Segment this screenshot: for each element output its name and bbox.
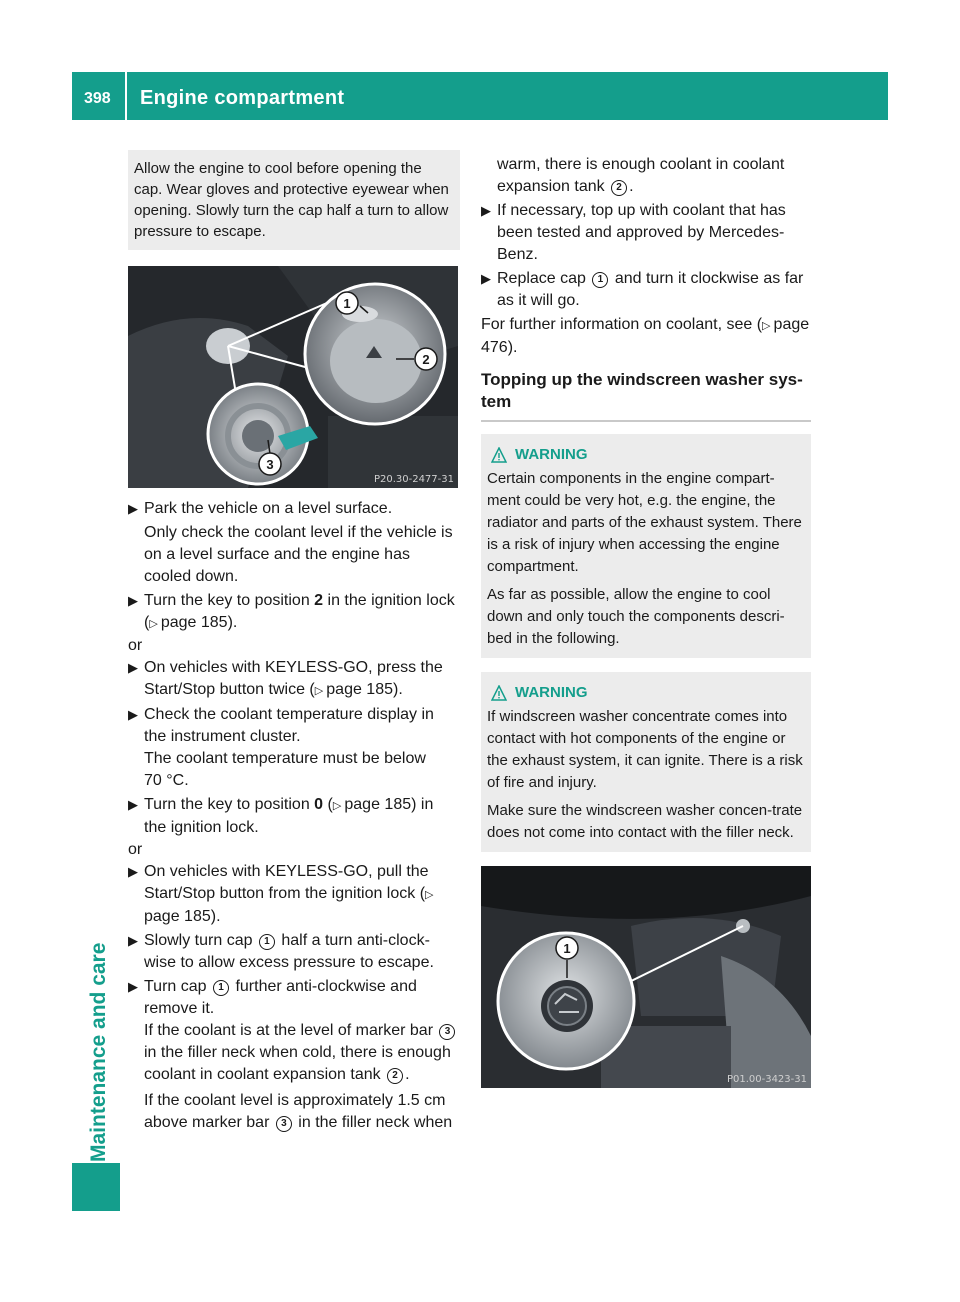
- header-divider: [125, 72, 127, 120]
- step-arrow-icon: ▶: [128, 593, 138, 608]
- warning-text: If windscreen washer concentrate comes into contact with hot components of the engine or the exhaust system, it can ignite. There is a risk of fire and injury.: [487, 708, 803, 791]
- step-arrow-icon: ▶: [128, 501, 138, 516]
- warning-header: WARNING: [487, 444, 805, 466]
- page-link[interactable]: page 185).: [160, 614, 238, 631]
- step-turn-cap-half: ▶ Slowly turn cap 1 half a turn anti-clock-wise to allow excess pressure to escape.: [128, 932, 434, 971]
- step-arrow-icon: ▶: [128, 933, 138, 948]
- callout-ref-3: 3: [439, 1024, 455, 1040]
- svg-text:1: 1: [343, 296, 351, 311]
- step-top-up: ▶ If necessary, top up with coolant that has been tested and approved by Mercedes-Benz.: [481, 202, 786, 263]
- step-arrow-icon: ▶: [128, 660, 138, 675]
- step-arrow-icon: ▶: [128, 797, 138, 812]
- step-replace-cap: ▶ Replace cap 1 and turn it clockwise as far as it will go.: [481, 270, 804, 309]
- warning-triangle-icon: [491, 685, 507, 701]
- warning-triangle-icon: [491, 447, 507, 463]
- coolant-level-cold: If the coolant is at the level of marker bar 3 in the filler neck when cold, there is enough coolant in coolant expansion tank 2 .: [128, 1020, 460, 1086]
- callout-ref-1: 1: [592, 272, 608, 288]
- step-keyless-press: ▶ On vehicles with KEYLESS-GO, press the Start/Stop button twice (▷ page 185).: [128, 659, 443, 698]
- warning-text: As far as possible, allow the engine to cool down and only touch the components descri-bed in the following.: [487, 586, 785, 647]
- callout-ref-3: 3: [276, 1116, 292, 1132]
- right-column: [481, 150, 811, 1088]
- page-link[interactable]: page 185).: [144, 908, 221, 925]
- image-code: P20.30-2477-31: [373, 474, 454, 485]
- page-ref-icon: ▷: [332, 800, 345, 812]
- svg-text:1: 1: [563, 941, 571, 956]
- section-heading: Topping up the windscreen washer sys-tem: [481, 369, 811, 422]
- step-arrow-icon: ▶: [128, 864, 138, 879]
- or-separator: or: [128, 637, 143, 654]
- page-number: 398: [84, 90, 111, 107]
- step-arrow-icon: ▶: [481, 203, 491, 218]
- page-ref-icon: ▷: [314, 685, 327, 697]
- coolant-tank-photo: [128, 266, 458, 488]
- washer-reservoir-photo: [481, 866, 811, 1088]
- svg-text:2: 2: [422, 352, 430, 367]
- image-code: P01.00-3423-31: [726, 1074, 807, 1085]
- coolant-level-warm: If the coolant level is approximately 1.5 cm above marker bar 3 in the filler neck when: [144, 1092, 453, 1131]
- temp-requirement: The coolant temperature must be below: [144, 750, 426, 767]
- step-remove-cap: ▶ Turn cap 1 further anti-clockwise and remove it.: [128, 978, 417, 1017]
- page-ref-icon: ▷: [762, 320, 774, 332]
- warning-header: WARNING: [487, 682, 805, 704]
- page-ref-icon: ▷: [149, 618, 161, 630]
- step-arrow-icon: ▶: [128, 979, 138, 994]
- step-keyless-pull: ▶ On vehicles with KEYLESS-GO, pull the Start/Stop button from the ignition lock (▷ page 185).: [128, 863, 434, 925]
- step-key-position-2: ▶ Turn the key to position 2 in the ignition lock (▷ page 185).: [128, 592, 455, 631]
- page-ref-icon: ▷: [425, 889, 434, 901]
- or-separator: or: [128, 841, 143, 858]
- svg-text:3: 3: [266, 457, 274, 472]
- engine-bay-illustration: [481, 866, 811, 1088]
- step-arrow-icon: ▶: [481, 271, 491, 286]
- warning-box-hot-components: [481, 434, 811, 658]
- note-text: Allow the engine to cool before opening the cap. Wear gloves and protective eyewear when opening. Slowly turn the cap half a turn to allow pressure to escape.: [134, 160, 449, 240]
- warning-text: Make sure the windscreen washer concen-trate does not come into contact with the filler neck.: [487, 802, 803, 841]
- page-link[interactable]: page 185).: [326, 681, 403, 698]
- callout-ref-2: 2: [611, 180, 627, 196]
- temp-value: 70 °C.: [144, 772, 189, 789]
- warning-text: Certain components in the engine compart-ment could be very hot, e.g. the engine, the radiator and parts of the exhaust system. There is a risk of injury when accessing the engine compartment.: [487, 470, 802, 575]
- left-column: [128, 150, 460, 1134]
- step-park: ▶ Park the vehicle on a level surface.: [128, 498, 460, 520]
- engine-illustration: [128, 266, 458, 488]
- callout-ref-1: 1: [259, 934, 275, 950]
- page-link[interactable]: page 476).: [481, 316, 810, 356]
- step-check-temp: ▶ Check the coolant temperature display in the instrument cluster.: [128, 706, 434, 745]
- step-arrow-icon: ▶: [128, 707, 138, 722]
- step-key-position-0: ▶ Turn the key to position 0 (▷ page 185) in the ignition lock.: [128, 796, 434, 836]
- page-header: [72, 72, 888, 120]
- coolant-info: For further information on coolant, see (▷ page 476).: [481, 316, 810, 356]
- step-park-detail: Only check the coolant level if the vehicle is on a level surface and the engine has cooled down.: [144, 524, 453, 585]
- caution-note: [128, 150, 460, 250]
- callout-ref-2: 2: [387, 1068, 403, 1084]
- section-header-title: Engine compartment: [140, 87, 345, 109]
- page-link[interactable]: page 185) in the ignition lock.: [144, 796, 434, 836]
- chapter-side-label: Maintenance and care: [87, 942, 110, 1162]
- chapter-tab: [72, 1163, 120, 1211]
- warning-box-washer-concentrate: [481, 672, 811, 852]
- coolant-level-warm-cont: warm, there is enough coolant in coolant expansion tank 2 .: [497, 156, 785, 195]
- callout-ref-1: 1: [213, 980, 229, 996]
